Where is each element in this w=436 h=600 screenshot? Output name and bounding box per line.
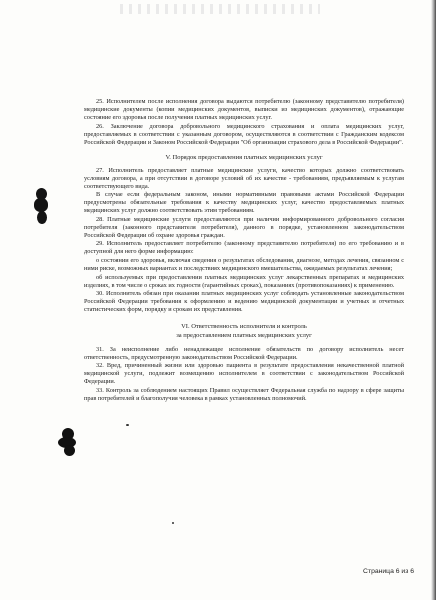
paragraph-33: 33. Контроль за соблюдением настоящих Правил осуществляет Федеральная служба по надзору в сфере защиты прав потребителей и благополучия человека в рамках установленных полномочий. [84,386,404,402]
scan-bleed-through [120,4,320,14]
section-heading-vi-line-2: за предоставлением платных медицинских услуг [176,331,312,339]
paragraph-28: 28. Платные медицинские услуги предоставляются при наличии информированного добровольного согласия потребителя (законного представителя потребителя), данного в порядке, установленном законодательством Российской Федерации об охране здоровья граждан. [84,215,404,239]
section-heading-v: V. Порядок предоставления платных медицинских услуг [165,153,323,161]
paragraph-27-cont: В случае если федеральным законом, иными нормативными правовыми актами Российской Федерации предусмотрены обязательные требования к качеству медицинских услуг, качество предоставляемых платных медицинских услуг должно соответствовать этим требованиям. [84,191,404,215]
binder-hole-mark [58,428,80,456]
paragraph-32: 32. Вред, причиненный жизни или здоровью пациента в результате предоставления некачественной платной медицинской услуги, подлежит возмещению исполнителем в соответствии с законодательством Российской Федерации. [84,362,404,386]
paragraph-29-item-2: об используемых при предоставлении платных медицинских услуг лекарственных препаратах и медицинских изделиях, в том числе о сроках их годности (гарантийных сроках), показаниях (противопоказаниях) к применению. [84,273,404,289]
scan-edge-shadow [431,0,436,600]
section-heading-vi-line-1: VI. Ответственность исполнителя и контроль [181,323,307,331]
scan-speck [126,424,129,426]
page-number: Страница 6 из 6 [363,568,414,575]
paragraph-25: 25. Исполнителем после исполнения договора выдаются потребителю (законному представителю потребителя) медицинские документы (копии медицинских документов, выписки из медицинских документов), отражающие состояние его здоровья после получения платных медицинских услуг. [84,98,404,121]
paragraph-31: 31. За неисполнение либо ненадлежащее исполнение обязательств по договору исполнитель несет ответственность, предусмотренную законодательством Российской Федерации. [84,345,404,361]
binder-hole-mark [34,188,50,226]
paragraph-29: 29. Исполнитель предоставляет потребителю (законному представителю потребителя) по его требованию и в доступной для него форме информацию: [84,240,404,256]
paragraph-27: 27. Исполнитель предоставляет платные медицинские услуги, качество которых должно соответствовать условиям договора, а при отсутствии в договоре условий об их качестве - требованиям, предъявляемым к услугам соответствующего вида. [84,166,404,190]
document-body [84,98,404,403]
scan-speck [172,522,174,524]
section-heading-vi [84,323,404,341]
paragraph-30: 30. Исполнитель обязан при оказании платных медицинских услуг соблюдать установленные законодательством Российской Федерации требования к оформлению и ведению медицинской документации и учетных и отчетных статистических форм, порядку и срокам их представления. [84,290,404,314]
paragraph-26: 26. Заключение договора добровольного медицинского страхования и оплата медицинских услуг, предоставляемых в соответствии с указанным договором, осуществляются в соответствии с Гражданским кодексом Российской Федерации и Законом Российской Федерации "Об организации страхового дела в Российской Федерации". [84,122,404,146]
paragraph-29-item-1: о состоянии его здоровья, включая сведения о результатах обследования, диагнозе, методах лечения, связанном с ними риске, возможных вариантах и последствиях медицинского вмешательства, ожидаемых результатах лечения; [84,256,404,272]
